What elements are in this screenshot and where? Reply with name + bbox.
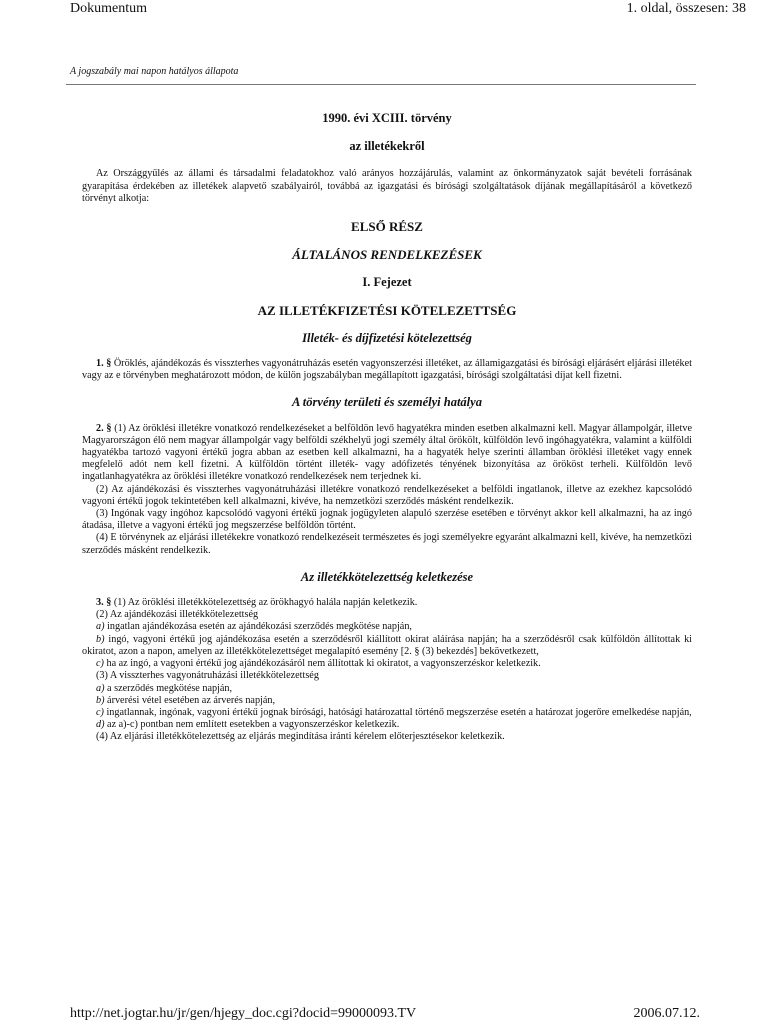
paragraph-text: Öröklés, ajándékozás és visszterhes vagyonátruházás esetén vagyonszerzési illetéket, az államigazgatási és bírósági eljárásért eljárási illetéket vagy az e törvényben meghatározott módon, de külön jogszabályban megállapított igazgatási, bírósági szolgáltatási díjat kell fizetni. [82, 358, 693, 382]
section-heading: Illeték- és díjfizetési kötelezettség [302, 330, 472, 345]
section-number: 2. § [96, 422, 112, 434]
item-text: árverési vétel esetében az árverés napján, [104, 694, 276, 706]
item-label: b) [96, 694, 105, 706]
preamble: Az Országgyűlés az állami és társadalmi feladatokhoz való arányos hozzájárulás, valamint az önkormányzatok saját bevételi forrásának gyarapítása érdekében az illetékek alapvető szabályairól, továbbá az igazgatási és bírósági szolgáltatások díjának megállapításáról a következő törvényt alkotja: [82, 168, 692, 204]
item-text: az a)-c) pontban nem említett esetekben a vagyonszerzéskor keletkezik. [104, 719, 400, 731]
part-heading: ELSŐ RÉSZ [351, 219, 423, 235]
source-url: http://net.jogtar.hu/jr/gen/hjegy_doc.cgi?docid=99000093.TV [70, 1006, 417, 1021]
paragraph: (4) E törvénynek az eljárási illetékekre vonatkozó rendelkezéseit természetes és jogi személyekre egyaránt alkalmazni kell, kivéve, ha nemzetközi szerződés másként rendelkezik. [82, 532, 692, 556]
list-item [82, 707, 692, 719]
paragraph: (3) Ingónak vagy ingóhoz kapcsolódó vagyoni értékű jognak jogügyleten alapuló szerzése esetében e törvényt akkor kell alkalmazni, ha az ingó átadása, illetve a vagyoni értékű jog megszerzése belföldön történt. [82, 508, 692, 532]
section-number: 1. § [96, 358, 112, 370]
paragraph: (2) Az ajándékozási és visszterhes vagyonátruházási illetékre vonatkozó rendelkezéseket a belföldi ingatlanok, illetve az ezekhez kapcsolódó vagyoni értékű jogok tekintetében kell alkalmazni, kivéve, ha nemzetközi szerződés másként rendelkezik. [82, 483, 692, 507]
paragraph: (2) Az ajándékozási illetékkötelezettség [96, 609, 259, 621]
list-item [82, 683, 692, 695]
list-item [82, 658, 692, 670]
item-text: ingó, vagyoni értékű jog ajándékozása esetén a szerződésről kiállított okirat aláírása napján; ha a szerződésről csak külföldön állítottak ki okiratot, azon a napon, amelyen az illetékkötelezettséget megalapító esemény [2. § (3) bekezdés] bekövetkezett, [82, 633, 692, 657]
list-item [82, 621, 692, 633]
part-title: ÁLTALÁNOS RENDELKEZÉSEK [292, 247, 482, 263]
list-item [82, 719, 692, 731]
section-heading: Az illetékkötelezettség keletkezése [300, 569, 474, 584]
list-item [82, 634, 692, 658]
document-body [82, 112, 692, 744]
law-subtitle: az illetékekről [349, 139, 425, 154]
item-text: ha az ingó, a vagyoni értékű jog ajándékozásáról nem állítottak ki okiratot, a vagyonszerzéskor keletkezik. [103, 658, 541, 670]
header-divider [66, 84, 696, 85]
page-header [0, 0, 770, 20]
item-label: a) [96, 682, 105, 694]
paragraph-text: (1) Az öröklési illetékre vonatkozó rendelkezéseket a belföldön levő hagyatékra minden esetben alkalmazni kell. Magyar állampolgár, illetve Magyarországon élő nem magyar állampolgár vagy belföldi székhelyű jogi személy által örökölt, külföldön levő ingóhagyatékra, valamint a külföldi hagyatékba tartozó vagyoni értékű jogra abban az esetben kell alkalmazni, ha a hagyaték helye szerinti államban öröklési illetéket vagy ennek megfelelő adót nem kell fizetni. A külföldön történt illeték- vagy adófizetés tényének bizonyítása az örököst terheli. Külföldön levő ingatlanhagyatékra az öröklési illetékre vonatkozó rendelkezések nem terjednek ki. [82, 422, 693, 483]
chapter-title: AZ ILLETÉKFIZETÉSI KÖTELEZETTSÉG [257, 302, 517, 318]
paragraph [82, 597, 692, 609]
item-text: ingatlannak, ingónak, vagyoni értékű jognak bírósági, hatósági határozattal történő megszerzése esetén a határozat jogerőre emelkedése napján, [103, 706, 692, 718]
status-note: A jogszabály mai napon hatályos állapota [70, 66, 239, 77]
paragraph [82, 358, 692, 382]
paragraph: (3) A visszterhes vagyonátruházási illetékkötelezettség [96, 670, 319, 682]
page-counter: 1. oldal, összesen: 38 [626, 1, 746, 16]
item-label: c) [96, 706, 104, 718]
section-heading: A törvény területi és személyi hatálya [292, 395, 482, 410]
item-text: a szerződés megkötése napján, [104, 682, 233, 694]
section-number: 3. § [96, 597, 112, 609]
item-label: b) [96, 633, 105, 645]
paragraph-text: (1) Az öröklési illetékkötelezettség az örökhagyó halála napján keletkezik. [111, 597, 418, 609]
list-item [82, 695, 692, 707]
document-label: Dokumentum [70, 1, 147, 16]
chapter-heading: I. Fejezet [362, 275, 412, 290]
print-date: 2006.07.12. [633, 1006, 700, 1021]
law-title: 1990. évi XCIII. törvény [322, 111, 452, 125]
item-label: d) [96, 719, 105, 731]
item-label: a) [96, 621, 105, 633]
paragraph [82, 423, 692, 484]
paragraph: (4) Az eljárási illetékkötelezettség az eljárás megindítása iránti kérelem előterjesztésekor keletkezik. [96, 731, 505, 743]
item-text: ingatlan ajándékozása esetén az ajándékozási szerződés megkötése napján, [104, 621, 412, 633]
item-label: c) [96, 658, 104, 670]
